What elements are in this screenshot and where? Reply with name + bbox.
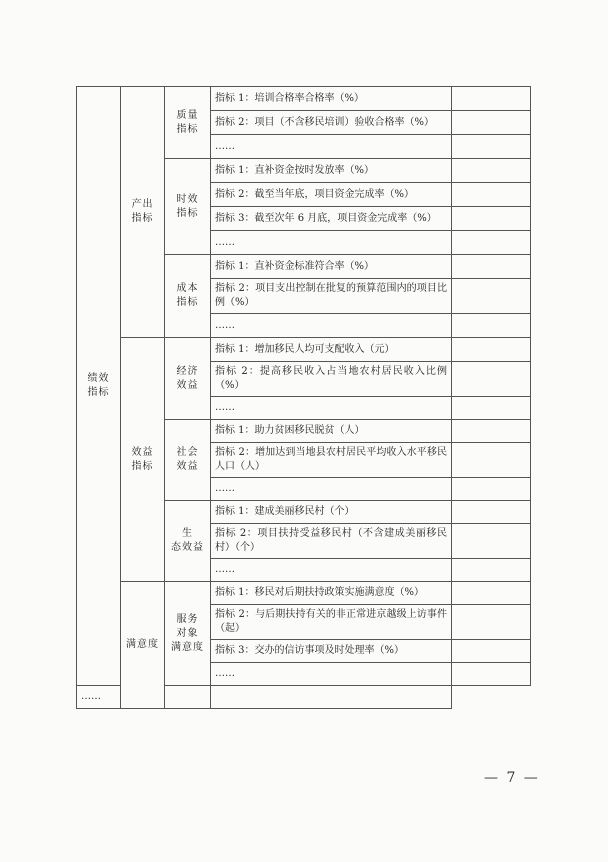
indicator-text: 指标 2：项目扶持受益移民村（不含建成美丽移民村）（个） (211, 524, 452, 559)
value-cell[interactable] (211, 686, 452, 709)
indicator-text: 指标 3：交办的信访事项及时处理率（%） (211, 640, 452, 663)
indicator-cell-empty[interactable] (165, 686, 211, 709)
indicator-text: 指标 1：助力贫困移民脱贫（人） (211, 420, 452, 443)
page-number: — 7 — (484, 770, 540, 786)
indicator-text: …… (211, 478, 452, 501)
value-cell[interactable] (452, 397, 531, 420)
indicator-text: …… (211, 397, 452, 420)
indicator-text: 指标 1：直补资金按时发放率（%） (211, 159, 452, 183)
satisfaction-indicator-label: 满意度 (121, 582, 165, 709)
value-cell[interactable] (452, 640, 531, 663)
more-indicators-text: …… (77, 686, 121, 709)
indicator-text: 指标 2：截至当年底，项目资金完成率（%） (211, 183, 452, 207)
value-cell[interactable] (452, 207, 531, 231)
cost-indicator-label: 成本 指标 (165, 255, 211, 338)
value-cell[interactable] (452, 111, 531, 135)
value-cell[interactable] (452, 605, 531, 640)
indicator-text: 指标 1：培训合格率合格率（%） (211, 87, 452, 111)
indicator-text: 指标 2：提高移民收入占当地农村居民收入比例（%） (211, 362, 452, 397)
social-benefit-label: 社会 效益 (165, 420, 211, 501)
indicator-text: 指标 1：增加移民人均可支配收入（元） (211, 338, 452, 362)
value-cell[interactable] (452, 524, 531, 559)
indicator-text: 指标 2：增加达到当地县农村居民平均收入水平移民人口（人） (211, 443, 452, 478)
indicator-text: …… (211, 559, 452, 582)
value-cell[interactable] (452, 478, 531, 501)
value-cell[interactable] (452, 420, 531, 443)
indicator-text: …… (211, 314, 452, 338)
value-cell[interactable] (452, 501, 531, 524)
performance-indicator-label: 绩效 指标 (77, 87, 121, 686)
ecological-benefit-label: 生 态效益 (165, 501, 211, 582)
value-cell[interactable] (452, 135, 531, 159)
value-cell[interactable] (452, 87, 531, 111)
indicator-text: …… (211, 663, 452, 686)
indicator-text: 指标 1：移民对后期扶持政策实施满意度（%） (211, 582, 452, 605)
value-cell[interactable] (452, 231, 531, 255)
economic-benefit-label: 经济 效益 (165, 338, 211, 420)
value-cell[interactable] (452, 255, 531, 279)
service-satisfaction-label: 服务 对象 满意度 (165, 582, 211, 686)
output-indicator-label: 产出 指标 (121, 87, 165, 338)
quality-indicator-label: 质量 指标 (165, 87, 211, 159)
value-cell[interactable] (452, 183, 531, 207)
benefit-indicator-label: 效益 指标 (121, 338, 165, 582)
value-cell[interactable] (452, 559, 531, 582)
timeliness-indicator-label: 时效 指标 (165, 159, 211, 255)
value-cell[interactable] (452, 314, 531, 338)
indicator-text: 指标 2：与后期扶持有关的非正常进京越级上访事件（起） (211, 605, 452, 640)
indicator-text: 指标 3：截至次年 6 月底，项目资金完成率（%） (211, 207, 452, 231)
indicator-text: 指标 2：项目（不含移民培训）验收合格率（%） (211, 111, 452, 135)
indicator-text: 指标 2：项目支出控制在批复的预算范围内的项目比例（%） (211, 279, 452, 314)
indicator-text: …… (211, 135, 452, 159)
indicator-text: …… (211, 231, 452, 255)
value-cell[interactable] (452, 582, 531, 605)
value-cell[interactable] (452, 338, 531, 362)
value-cell[interactable] (452, 159, 531, 183)
indicator-text: 指标 1：直补资金标准符合率（%） (211, 255, 452, 279)
value-cell[interactable] (452, 362, 531, 397)
value-cell[interactable] (452, 279, 531, 314)
value-cell[interactable] (452, 443, 531, 478)
performance-indicator-table (76, 86, 531, 709)
indicator-text: 指标 1：建成美丽移民村（个） (211, 501, 452, 524)
value-cell[interactable] (452, 663, 531, 686)
